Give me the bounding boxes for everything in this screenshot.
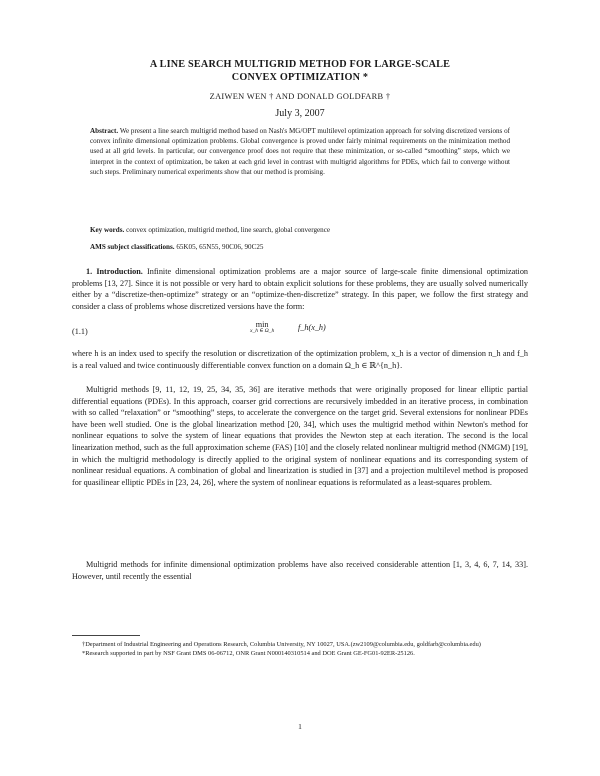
keywords (90, 226, 510, 234)
abstract-text: We present a line search multigrid method based on Nash's MG/OPT multilevel optimization approach for solving discretized versions of convex infinite dimensional optimization problems. Global convergence is proved under fairly minimal requirements on the minimization method used at all grid levels. In particular, our convergence proof does not require that these minimization, or so-called “smoothing” steps, which we interpret in the context of optimization, be taken at each grid level in contrast with multigrid algorithms for PDEs, which fail to converge without such steps. Preliminary numerical experiments show that our method is promising. (90, 127, 510, 176)
abstract-label: Abstract. (90, 127, 119, 135)
footnote-affiliation: †Department of Industrial Engineering and Operations Research, Columbia University, NY 10027, USA.(zw2109@columbia.edu, goldfarb@columbia.edu) (82, 641, 481, 648)
intro-text: Infinite dimensional optimization problems are a major source of large-scale finite dimensional optimization problems [13, 27]. Since it is not possible or very hard to obtain explicit solutions for these problems, they are usually solved numerically either by a “discretize-then-optimize” strategy or an “optimize-then-discretize” strategy. In this paper, we follow the first strategy and consider a class of problems whose discretized versions have the form: (72, 267, 529, 311)
equation-min-text: min (255, 320, 269, 329)
footnote-rule (72, 635, 140, 636)
paper-title (72, 58, 528, 84)
equation-label: (1.1) (72, 327, 88, 336)
intro-heading: 1. Introduction. (86, 267, 143, 276)
paragraph-4: Multigrid methods for infinite dimensional optimization problems have also received considerable attention [1, 3, 4, 6, 7, 14, 33]. However, until recently the essential (72, 560, 528, 581)
title-line-1: A LINE SEARCH MULTIGRID METHOD FOR LARGE-SCALE (149, 59, 451, 70)
title-line-2: CONVEX OPTIMIZATION * (231, 72, 369, 83)
paragraph-2: where h is an index used to specify the resolution or discretization of the optimization problem, x_h is a vector of dimension n_h and f_h is a real valued and twice continuously differentiable convex function on a domain Ω_h ∈ ℝ^{n_h}. (72, 349, 528, 370)
date: July 3, 2007 (275, 108, 325, 119)
ams-text: 65K05, 65N55, 90C06, 90C25 (176, 243, 264, 251)
keywords-text: convex optimization, multigrid method, line search, global convergence (126, 226, 331, 234)
ams-label: AMS subject classifications. (90, 243, 175, 251)
equation-1-1 (250, 320, 360, 334)
ams-classifications (90, 243, 510, 251)
keywords-label: Key words. (90, 226, 125, 234)
page-number: 1 (298, 722, 302, 731)
footnote-funding: *Research supported in part by NSF Grant DMS 06-06712, ONR Grant N000140310514 and DOE Grant GE-FG01-92ER-25126. (82, 649, 415, 657)
footnotes (72, 641, 528, 659)
equation-function: f_h(x_h) (298, 323, 326, 332)
equation-subscript: x_h ∈ Ω_h (250, 328, 275, 334)
equation-min (250, 320, 274, 334)
paragraph-3: Multigrid methods [9, 11, 12, 19, 25, 34, 35, 36] are iterative methods that were originally proposed for linear elliptic partial differential equations (PDEs). In this approach, coarser grid corrections are recursively imbedded in an iterative process, in combination with so called “relaxation” or “smoothing” steps, to accelerate the convergence on the target grid. Several extensions for nonlinear PDEs have been well studied. One is the global linearization method [20, 34], which uses the multigrid method within Newton's method for nonlinear equations to solve the system of linear equations that provides the Newton step at each iteration. The second is the local linearization method, such as the full approximation scheme (FAS) [10] and the closely related nonlinear multigrid method (NMGM) [19], in which the multigrid methodology is directly applied to the original system of nonlinear equations and its corresponding system of nonlinear residual equations. A combination of global and linearization is studied in [37] and a projection multilevel method is proposed for quasilinear elliptic PDEs in [23, 24, 26], where the system of nonlinear equations is reformulated as a least-squares problem. (72, 385, 528, 487)
authors: ZAIWEN WEN † AND DONALD GOLDFARB † (209, 92, 391, 101)
intro-paragraph-1 (72, 266, 528, 312)
abstract (90, 126, 510, 177)
